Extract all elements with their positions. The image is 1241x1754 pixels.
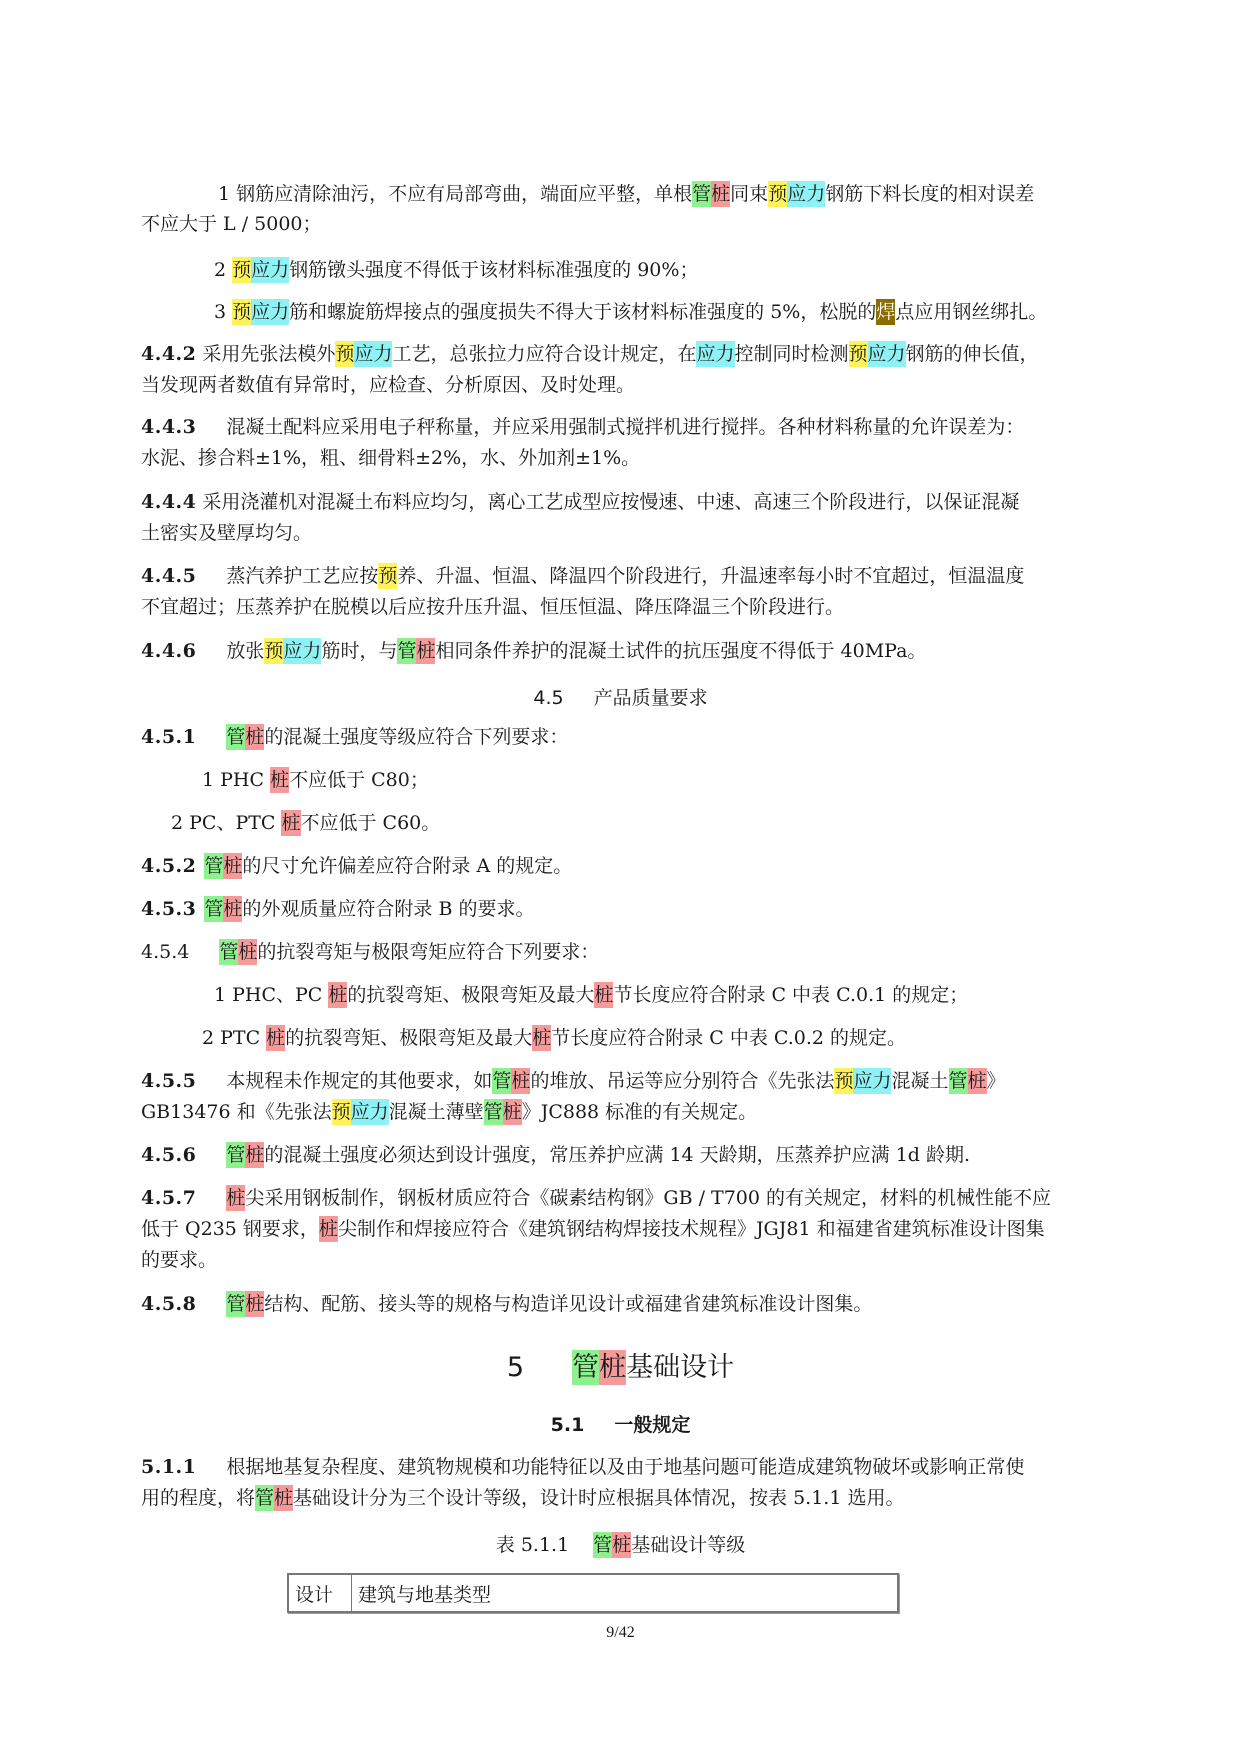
text: 采用浇灌机对混凝土布料应均匀，离心工艺成型应按慢速、中速、高速三个阶段进行，以保证混凝 xyxy=(196,491,1020,513)
clause-number: 4.5.5 xyxy=(141,1070,197,1092)
highlight-zhuang: 桩 xyxy=(238,941,258,963)
text: 1 钢筋应清除油污，不应有局部弯曲，端面应平整，单根 xyxy=(218,183,693,205)
text: 钢筋的伸长值， xyxy=(905,343,1039,365)
highlight-yingli: 应力 xyxy=(867,343,906,365)
clause-5-1-1-cont xyxy=(141,1486,904,1510)
clause-number: 5.1.1 xyxy=(141,1456,197,1478)
text: 不应低于 C60。 xyxy=(300,812,441,834)
highlight-yingli: 应力 xyxy=(283,640,322,662)
clause-number: 4.5.4 xyxy=(141,941,190,963)
highlight-yingli: 应力 xyxy=(251,301,290,323)
highlight-guan: 管 xyxy=(492,1070,512,1092)
clause-4-5-7-cont-2: 的要求。 xyxy=(141,1249,218,1271)
highlight-zhuang: 桩 xyxy=(502,1101,522,1123)
table-caption xyxy=(0,1530,1241,1557)
text: 同束 xyxy=(730,183,769,205)
text: 1 PHC xyxy=(202,769,271,791)
table-number: 表 5.1.1 xyxy=(495,1534,570,1556)
highlight-yingli: 应力 xyxy=(853,1070,892,1092)
clause-4-4-4-cont: 土密实及壁厚均匀。 xyxy=(141,522,313,544)
text: 钢筋下料长度的相对误差 xyxy=(825,183,1035,205)
text: 的抗裂弯矩、极限弯矩及最大 xyxy=(285,1027,533,1049)
text: 根据地基复杂程度、建筑物规模和功能特征以及由于地基问题可能造成建筑物破坏或影响正常使 xyxy=(226,1456,1025,1478)
highlight-han: 焊 xyxy=(876,301,896,323)
highlight-guan: 管 xyxy=(948,1070,968,1092)
clause-4-5-3 xyxy=(141,897,534,921)
clause-4-4-5 xyxy=(141,564,1024,588)
highlight-yingli: 应力 xyxy=(350,1101,389,1123)
clause-4-5-5 xyxy=(141,1069,1006,1093)
clause-number: 4.4.4 xyxy=(141,491,197,513)
clause-4-4-5-cont: 不宜超过；压蒸养护在脱模以后应按升压升温、恒压恒温、降压降温三个阶段进行。 xyxy=(141,596,845,618)
table-header-row xyxy=(288,1574,898,1612)
highlight-guan: 管 xyxy=(397,640,417,662)
highlight-yu: 预 xyxy=(331,1101,351,1123)
highlight-yu: 预 xyxy=(768,183,788,205)
text: 尖采用钢板制作，钢板材质应符合《碳素结构钢》GB / T700 的有关规定，材料的机械性能不应 xyxy=(245,1187,1052,1209)
highlight-zhuang: 桩 xyxy=(266,1027,286,1049)
section-heading-4-5 xyxy=(0,683,1241,710)
clause-4-5-2 xyxy=(141,854,572,878)
text: 基础设计分为三个设计等级，设计时应根据具体情况，按表 5.1.1 选用。 xyxy=(293,1487,905,1509)
text: 混凝土薄壁 xyxy=(388,1101,484,1123)
paragraph-item-1 xyxy=(218,182,1034,206)
highlight-guan: 管 xyxy=(593,1534,613,1556)
highlight-zhuang: 桩 xyxy=(281,812,301,834)
text: 2 xyxy=(214,259,233,281)
text: 1 PHC、PC xyxy=(214,984,329,1006)
text: 结构、配筋、接头等的规格与构造详见设计或福建省建筑标准设计图集。 xyxy=(264,1293,873,1315)
text: 点应用钢丝绑扎。 xyxy=(895,301,1048,323)
highlight-guan: 管 xyxy=(226,726,246,748)
text: 本规程未作规定的其他要求，如 xyxy=(226,1070,493,1092)
clause-number: 4.5.2 xyxy=(141,855,197,877)
highlight-yingli: 应力 xyxy=(787,183,826,205)
clause-4-5-4-item-1 xyxy=(214,983,968,1007)
text: 放张 xyxy=(226,640,265,662)
table-header-cell: 设计 xyxy=(288,1574,352,1612)
text: 的混凝土强度必须达到设计强度，常压养护应满 14 天龄期，压蒸养护应满 1d 龄期. xyxy=(264,1144,971,1166)
highlight-zhuang: 桩 xyxy=(223,898,243,920)
highlight-yingli: 应力 xyxy=(251,259,290,281)
clause-number: 4.4.6 xyxy=(141,640,197,662)
clause-4-5-1-item-2 xyxy=(171,811,440,835)
clause-4-4-4 xyxy=(141,490,1019,514)
text: 的尺寸允许偏差应符合附录 A 的规定。 xyxy=(242,855,573,877)
clause-4-5-6 xyxy=(141,1143,970,1167)
clause-4-4-3-cont: 水泥、掺合料±1%，粗、细骨料±2%，水、外加剂±1%。 xyxy=(141,447,641,469)
text: 3 xyxy=(214,301,233,323)
clause-number: 4.4.5 xyxy=(141,565,197,587)
highlight-guan: 管 xyxy=(204,898,224,920)
text: 混凝土配料应采用电子秤称量，并应采用强制式搅拌机进行搅拌。各种材料称量的允许误差为： xyxy=(226,416,1025,438)
highlight-zhuang: 桩 xyxy=(711,183,731,205)
highlight-zhuang: 桩 xyxy=(318,1218,338,1240)
text: 2 PTC xyxy=(202,1027,267,1049)
highlight-zhuang: 桩 xyxy=(416,640,436,662)
text: 的混凝土强度等级应符合下列要求： xyxy=(264,726,569,748)
highlight-zhuang: 桩 xyxy=(270,769,290,791)
highlight-guan: 管 xyxy=(572,1352,600,1383)
text: 养、升温、恒温、降温四个阶段进行，升温速率每小时不宜超过，恒温温度 xyxy=(397,565,1025,587)
design-grade-table xyxy=(287,1573,899,1613)
text: 控制同时检测 xyxy=(734,343,849,365)
section-heading-5-1 xyxy=(0,1410,1241,1437)
highlight-zhuang: 桩 xyxy=(532,1027,552,1049)
text: 尖制作和焊接应符合《建筑钢结构焊接技术规程》JGJ81 和福建省建筑标准设计图集 xyxy=(337,1218,1045,1240)
text: 工艺，总张拉力应符合设计规定，在 xyxy=(392,343,697,365)
clause-4-5-4-item-2 xyxy=(202,1026,906,1050)
highlight-zhuang: 桩 xyxy=(967,1070,987,1092)
highlight-zhuang: 桩 xyxy=(245,1144,265,1166)
clause-number: 4.4.3 xyxy=(141,416,197,438)
clause-4-4-2 xyxy=(141,342,1039,366)
text: 的堆放、吊运等应分别符合《先张法 xyxy=(530,1070,835,1092)
highlight-zhuang: 桩 xyxy=(328,984,348,1006)
chapter-heading-5 xyxy=(0,1345,1241,1384)
text: 采用先张法模外 xyxy=(196,343,336,365)
chapter-number: 5 xyxy=(506,1352,525,1383)
highlight-yingli: 应力 xyxy=(696,343,735,365)
text: 蒸汽养护工艺应按 xyxy=(226,565,379,587)
highlight-yu: 预 xyxy=(335,343,355,365)
highlight-zhuang: 桩 xyxy=(226,1187,246,1209)
highlight-zhuang: 桩 xyxy=(594,984,614,1006)
text: 》 xyxy=(986,1070,1006,1092)
highlight-guan: 管 xyxy=(204,855,224,877)
text: 筋和螺旋筋焊接点的强度损失不得大于该材料标准强度的 5%，松脱的 xyxy=(289,301,877,323)
clause-4-5-8 xyxy=(141,1292,872,1316)
text: 不应低于 C80； xyxy=(289,769,429,791)
highlight-zhuang: 桩 xyxy=(245,726,265,748)
text: 的抗裂弯矩与极限弯矩应符合下列要求： xyxy=(257,941,600,963)
table-title: 基础设计等级 xyxy=(631,1534,746,1556)
text: 节长度应符合附录 C 中表 C.0.2 的规定。 xyxy=(551,1027,907,1049)
page-number: 9/42 xyxy=(606,1624,635,1641)
section-title: 产品质量要求 xyxy=(593,687,708,709)
text: 相同条件养护的混凝土试件的抗压强度不得低于 40MPa。 xyxy=(435,640,927,662)
highlight-zhuang: 桩 xyxy=(599,1352,627,1383)
text: 用的程度，将 xyxy=(141,1487,256,1509)
clause-4-5-1 xyxy=(141,725,568,749)
highlight-zhuang: 桩 xyxy=(245,1293,265,1315)
chapter-title: 基础设计 xyxy=(626,1352,735,1383)
text: 节长度应符合附录 C 中表 C.0.1 的规定； xyxy=(613,984,969,1006)
highlight-guan: 管 xyxy=(692,183,712,205)
highlight-yu: 预 xyxy=(378,565,398,587)
highlight-guan: 管 xyxy=(255,1487,275,1509)
paragraph-item-2 xyxy=(214,258,698,282)
text: 的外观质量应符合附录 B 的要求。 xyxy=(242,898,535,920)
highlight-guan: 管 xyxy=(219,941,239,963)
text: 混凝土 xyxy=(891,1070,949,1092)
highlight-guan: 管 xyxy=(226,1293,246,1315)
table-header-cell: 建筑与地基类型 xyxy=(352,1574,899,1612)
highlight-yu: 预 xyxy=(232,301,252,323)
clause-4-4-3 xyxy=(141,415,1024,439)
clause-5-1-1 xyxy=(141,1455,1024,1479)
clause-4-5-4 xyxy=(141,940,599,964)
highlight-zhuang: 桩 xyxy=(612,1534,632,1556)
highlight-yu: 预 xyxy=(232,259,252,281)
clause-4-4-2-cont: 当发现两者数值有异常时，应检查、分析原因、及时处理。 xyxy=(141,374,636,396)
clause-number: 4.5.1 xyxy=(141,726,197,748)
clause-number: 4.4.2 xyxy=(141,343,197,365)
text: 筋时，与 xyxy=(321,640,398,662)
clause-number: 4.5.6 xyxy=(141,1144,197,1166)
paragraph-item-3 xyxy=(214,300,1047,324)
text: 》JC888 标准的有关规定。 xyxy=(521,1101,758,1123)
highlight-zhuang: 桩 xyxy=(223,855,243,877)
highlight-guan: 管 xyxy=(226,1144,246,1166)
clause-number: 4.5.7 xyxy=(141,1187,197,1209)
clause-4-5-1-item-1 xyxy=(202,768,429,792)
highlight-zhuang: 桩 xyxy=(511,1070,531,1092)
paragraph-item-1-cont: 不应大于 L / 5000； xyxy=(141,213,322,235)
section-title: 一般规定 xyxy=(614,1414,691,1436)
text: 的抗裂弯矩、极限弯矩及最大 xyxy=(347,984,595,1006)
clause-4-5-7 xyxy=(141,1186,1051,1210)
highlight-guan: 管 xyxy=(483,1101,503,1123)
highlight-zhuang: 桩 xyxy=(274,1487,294,1509)
highlight-yu: 预 xyxy=(848,343,868,365)
text: 低于 Q235 钢要求， xyxy=(141,1218,319,1240)
text: GB13476 和《先张法 xyxy=(141,1101,332,1123)
text: 2 PC、PTC xyxy=(171,812,282,834)
highlight-yu: 预 xyxy=(264,640,284,662)
highlight-yingli: 应力 xyxy=(354,343,393,365)
clause-4-5-5-cont xyxy=(141,1100,757,1124)
clause-number: 4.5.8 xyxy=(141,1293,197,1315)
text: 钢筋镦头强度不得低于该材料标准强度的 90%； xyxy=(289,259,699,281)
clause-number: 4.5.3 xyxy=(141,898,197,920)
clause-4-4-6 xyxy=(141,639,926,663)
section-number: 4.5 xyxy=(533,687,564,709)
highlight-yu: 预 xyxy=(834,1070,854,1092)
clause-4-5-7-cont xyxy=(141,1217,1045,1241)
section-number: 5.1 xyxy=(550,1414,585,1436)
